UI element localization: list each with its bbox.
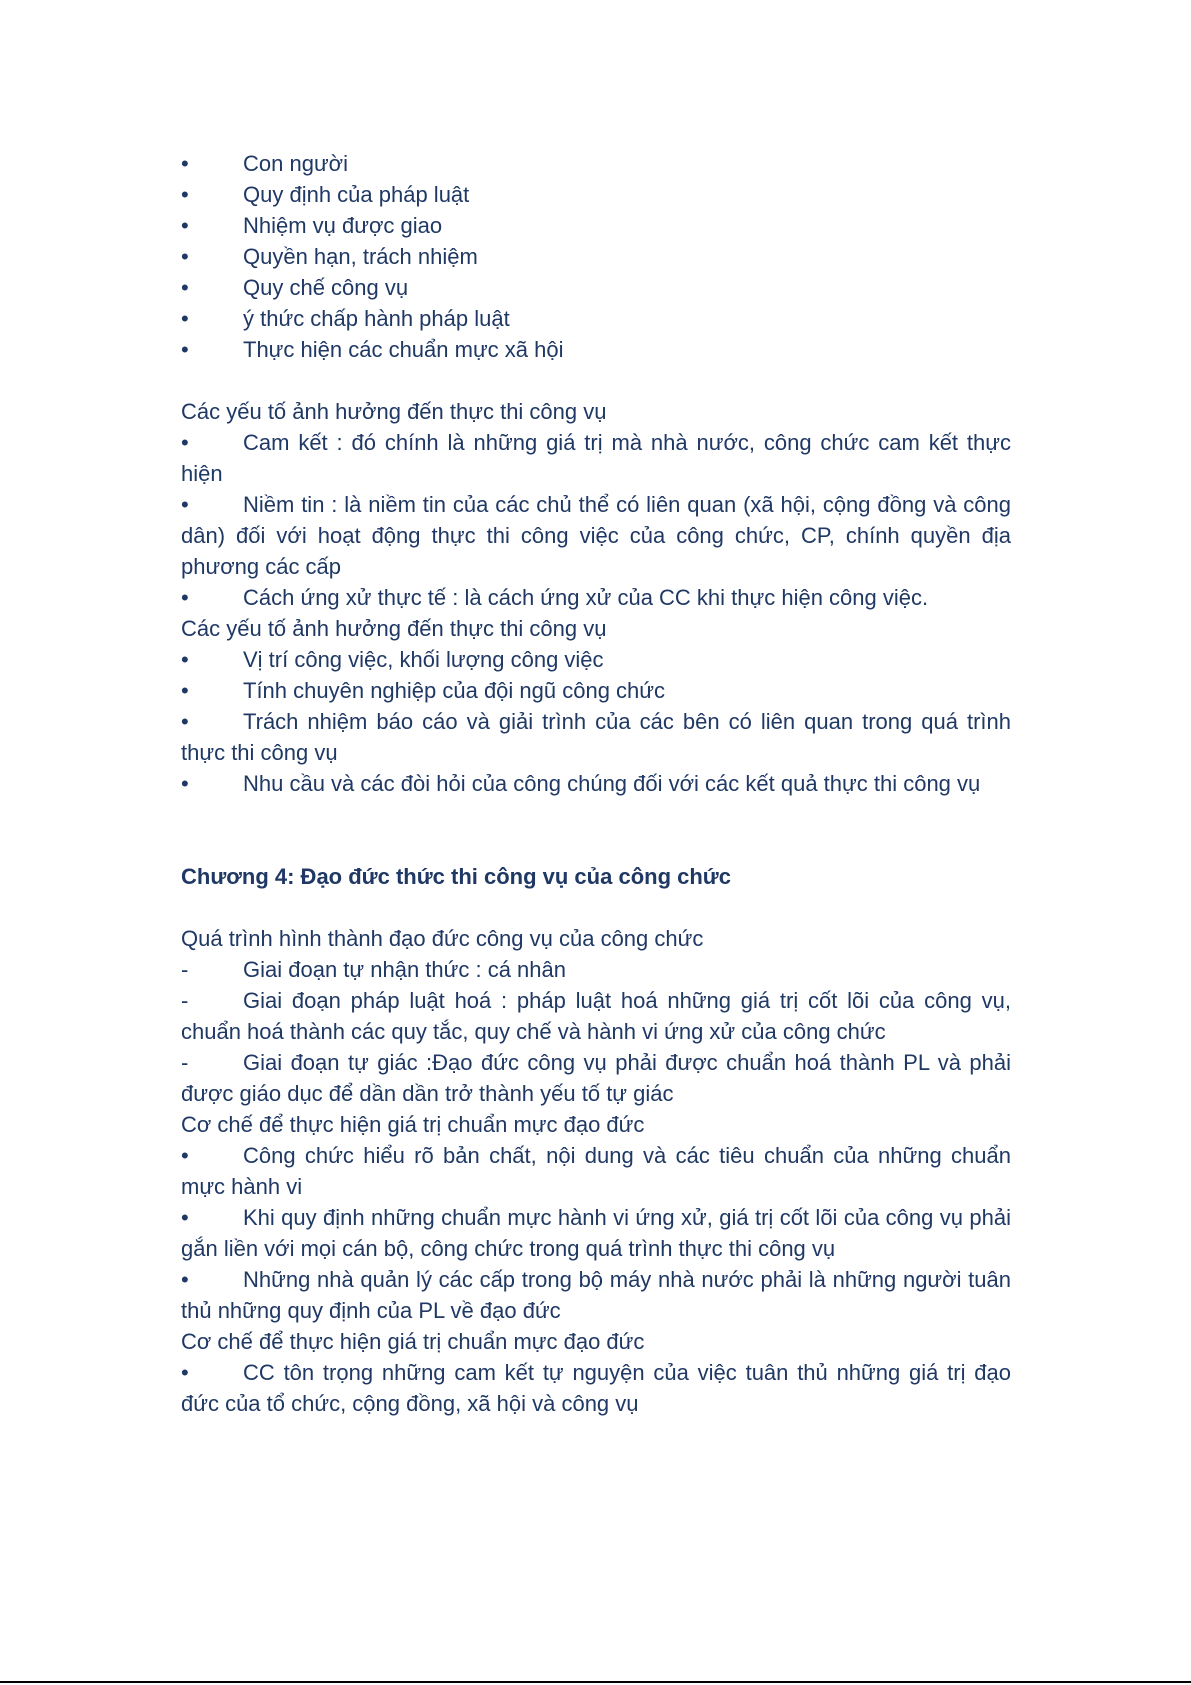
list-item: • Tính chuyên nghiệp của đội ngũ công chức (181, 675, 1011, 706)
bullet-icon: • (181, 275, 189, 300)
bullet-icon: • (181, 337, 189, 362)
bullet-icon: • (181, 647, 189, 672)
list-item: - Giai đoạn pháp luật hoá : pháp luật hoá những giá trị cốt lõi của công vụ, chuẩn hoá thành các quy tắc, quy chế và hành vi ứng xử của công chức (181, 985, 1011, 1047)
bullet-icon: • (181, 151, 189, 176)
bullet-icon: • (181, 492, 189, 517)
list-principles (181, 148, 1011, 365)
bullet-icon: • (181, 306, 189, 331)
list-item: • Con người (181, 148, 1011, 179)
bullet-icon: • (181, 182, 189, 207)
bullet-icon: • (181, 1267, 189, 1292)
list-item: • Nhiệm vụ được giao (181, 210, 1011, 241)
list-item: • Quy chế công vụ (181, 272, 1011, 303)
bullet-icon: • (181, 1205, 189, 1230)
bullet-icon: • (181, 678, 189, 703)
list-item: • Nhu cầu và các đòi hỏi của công chúng đối với các kết quả thực thi công vụ (181, 768, 1011, 799)
bullet-icon: • (181, 213, 189, 238)
list-item: • Công chức hiểu rõ bản chất, nội dung và các tiêu chuẩn của những chuẩn mực hành vi (181, 1140, 1011, 1202)
list-item: • ý thức chấp hành pháp luật (181, 303, 1011, 334)
section-title: Các yếu tố ảnh hưởng đến thực thi công vụ (181, 616, 607, 641)
section-title: Cơ chế để thực hiện giá trị chuẩn mực đạo đức (181, 1112, 645, 1137)
bullet-icon: • (181, 709, 189, 734)
list-item: - Giai đoạn tự giác :Đạo đức công vụ phải được chuẩn hoá thành PL và phải được giáo dục để dần dần trở thành yếu tố tự giác (181, 1047, 1011, 1109)
section-title: Cơ chế để thực hiện giá trị chuẩn mực đạo đức (181, 1329, 645, 1354)
document-page (181, 148, 1011, 1419)
bullet-icon: • (181, 430, 189, 455)
list-item: • CC tôn trọng những cam kết tự nguyện của việc tuân thủ những giá trị đạo đức của tổ chức, cộng đồng, xã hội và công vụ (181, 1357, 1011, 1419)
list-item: • Niềm tin : là niềm tin của các chủ thể có liên quan (xã hội, cộng đồng và công dân) đối với hoạt động thực thi công việc của công chức, CP, chính quyền địa phương các cấp (181, 489, 1011, 582)
page-bottom-rule (0, 1681, 1191, 1683)
bullet-icon: • (181, 585, 189, 610)
list-item: • Quy định của pháp luật (181, 179, 1011, 210)
chapter-heading: Chương 4: Đạo đức thức thi công vụ của công chức (181, 864, 731, 889)
section-title: Quá trình hình thành đạo đức công vụ của công chức (181, 926, 704, 951)
dash-icon: - (181, 1050, 189, 1075)
bullet-icon: • (181, 1360, 189, 1385)
list-item: • Thực hiện các chuẩn mực xã hội (181, 334, 1011, 365)
list-item: • Những nhà quản lý các cấp trong bộ máy nhà nước phải là những người tuân thủ những quy định của PL về đạo đức (181, 1264, 1011, 1326)
list-item: • Cách ứng xử thực tế : là cách ứng xử của CC khi thực hiện công việc. (181, 582, 1011, 613)
list-item: • Quyền hạn, trách nhiệm (181, 241, 1011, 272)
bullet-icon: • (181, 244, 189, 269)
list-item: • Khi quy định những chuẩn mực hành vi ứng xử, giá trị cốt lõi của công vụ phải gắn liền với mọi cán bộ, công chức trong quá trình thực thi công vụ (181, 1202, 1011, 1264)
list-item: • Trách nhiệm báo cáo và giải trình của các bên có liên quan trong quá trình thực thi công vụ (181, 706, 1011, 768)
dash-icon: - (181, 988, 189, 1013)
list-item: • Vị trí công việc, khối lượng công việc (181, 644, 1011, 675)
list-item: • Cam kết : đó chính là những giá trị mà nhà nước, công chức cam kết thực hiện (181, 427, 1011, 489)
dash-icon: - (181, 957, 189, 982)
section-title: Các yếu tố ảnh hưởng đến thực thi công vụ (181, 399, 607, 424)
bullet-icon: • (181, 1143, 189, 1168)
bullet-icon: • (181, 771, 189, 796)
list-item: - Giai đoạn tự nhận thức : cá nhân (181, 954, 1011, 985)
